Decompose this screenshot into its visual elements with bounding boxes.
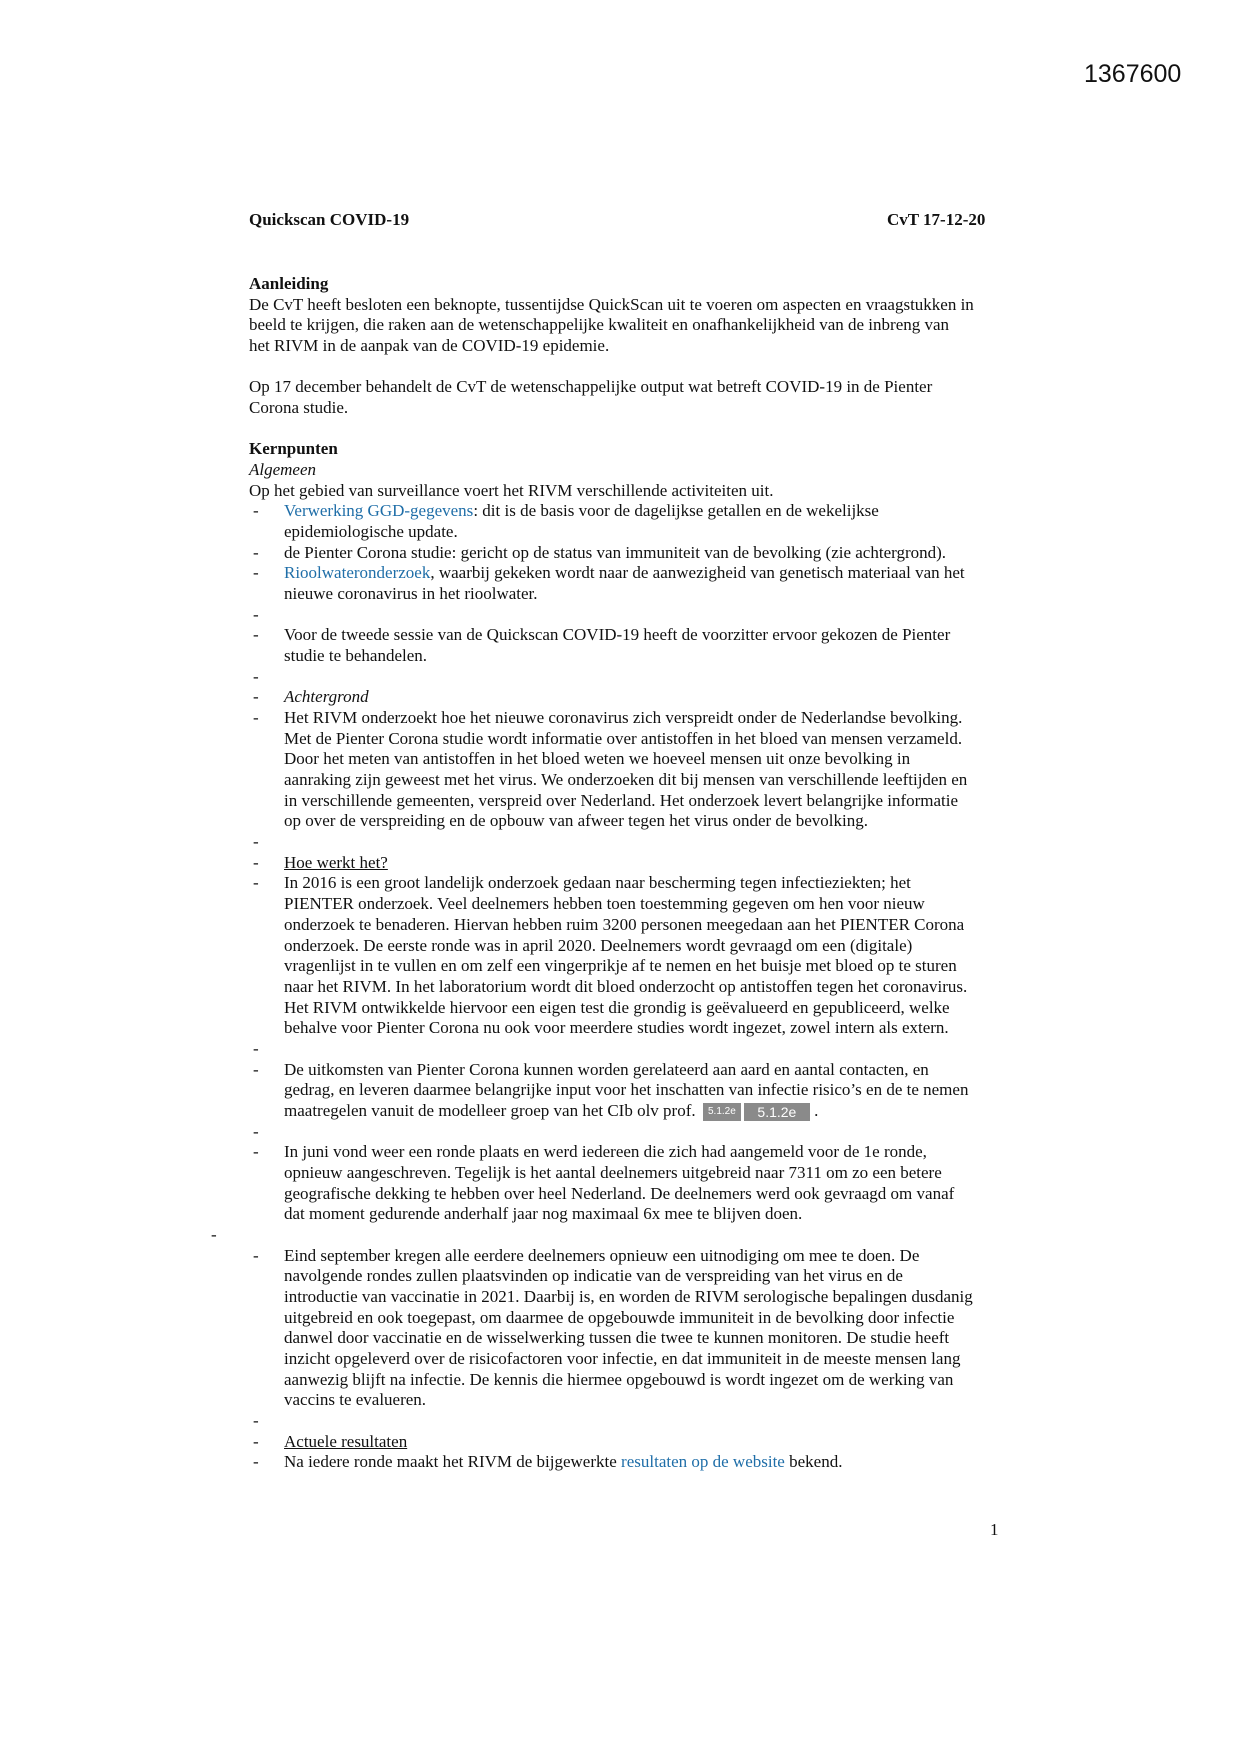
text: , waarbij gekeken wordt naar de aanwezigheid van genetisch materiaal van het [430,563,965,583]
paragraph-line [249,377,1049,398]
bullet-item [249,563,1049,584]
text: de Pienter Corona studie: gericht op de status van immuniteit van de bevolking (zie achtergrond). [284,542,947,562]
text: dat moment gedurende anderhalf jaar nog maximaal 6x mee te blijven doen. [284,1204,803,1224]
bullet-dash: - [253,1059,259,1079]
bullet-item [249,1060,1049,1081]
hyperlink[interactable]: resultaten op de website [621,1452,785,1472]
text: Voor de tweede sessie van de Quickscan COVID-19 heeft de voorzitter ervoor gekozen de Pienter [284,625,951,645]
bullet-continuation [249,894,1049,915]
bullet-dash: - [253,625,259,645]
bullet-continuation [249,646,1049,667]
text: Op het gebied van surveillance voert het RIVM verschillende activiteiten uit. [249,480,774,500]
bullet-item [249,501,1049,522]
bullet-dash: - [253,873,259,893]
text: vragenlijst in te vullen en om zelf een vingerprikje af te nemen en het buisje met bloed op te sturen [284,956,957,976]
text: Het RIVM ontwikkelde hiervoor een eigen test die grondig is geëvalueerd en gepubliceerd, welke [284,997,950,1017]
bullet-dash: - [253,852,259,872]
text: Aanleiding [249,274,329,293]
bullet-continuation [249,1390,1049,1411]
text: uitgebreid en ook toegepast, om daarmee de opgebouwde immuniteit in de bevolking door infectie [284,1307,955,1327]
text: maatregelen vanuit de modelleer groep van het CIb olv prof. [284,1100,700,1120]
blank-line [249,419,1049,440]
empty-bullet [249,1411,1049,1432]
bullet-continuation [249,1328,1049,1349]
bullet-continuation [249,749,1049,770]
text: geografische dekking te hebben over heel Nederland. De deelnemers werd ook gevraagd om vanaf [284,1183,955,1203]
text: introductie van vaccinatie in 2021. Daarbij is, en worden de RIVM serologische bepalingen dusdanig [284,1286,973,1306]
section-heading [249,274,1049,295]
bullet-dash: - [253,666,259,686]
text: studie te behandelen. [284,646,428,666]
text: PIENTER onderzoek. Veel deelnemers hebben toen toestemming gegeven om hen voor nieuw [284,894,925,914]
bullet-continuation [249,1018,1049,1039]
paragraph-line [249,295,1049,316]
text: inzicht opgeleverd over de risicofactoren voor infectie, en dat immuniteit in de meeste mensen lang [284,1348,961,1368]
section-heading [249,439,1049,460]
text: opnieuw aangeschreven. Tegelijk is het aantal deelnemers uitgebreid naar 7311 om zo een betere [284,1162,942,1182]
bullet-dash: - [253,1245,259,1265]
bullet-continuation [249,584,1049,605]
bullet-continuation [249,977,1049,998]
text: Achtergrond [284,687,369,707]
bullet-continuation [249,956,1049,977]
text: Kernpunten [249,439,338,459]
bullet-item [249,853,1049,874]
bullet-item [249,873,1049,894]
bullet-dash: - [253,832,259,852]
bullet-dash: - [253,1452,259,1472]
text: het RIVM in de aanpak van de COVID-19 epidemie. [249,336,610,356]
text: Het RIVM onderzoekt hoe het nieuwe coronavirus zich verspreidt onder de Nederlandse bevolking. [284,708,963,728]
text: Na iedere ronde maakt het RIVM de bijgewerkte [284,1452,622,1472]
bullet-dash: - [253,1121,259,1141]
text: In juni vond weer een ronde plaats en werd iedereen die zich had aangemeld voor de 1e ronde, [284,1142,927,1162]
paragraph-line [249,481,1049,502]
hyperlink[interactable]: Verwerking GGD-gegevens [284,501,474,521]
bullet-continuation [249,1308,1049,1329]
redaction-box: 5.1.2e [703,1103,741,1121]
bullet-dash: - [253,1038,259,1058]
text: danwel door vaccinatie en de wisselwerking tussen die twee te kunnen monitoren. De studie heeft [284,1328,950,1348]
text: op over de verspreiding en de opbouw van afweer tegen het virus onder de bevolking. [284,811,868,831]
bullet-continuation [249,791,1049,812]
text: aanwezig blijft na infectie. De kennis die hiermee opgebouwd is wordt ingezet om de werking van [284,1369,954,1389]
bullet-continuation [249,811,1049,832]
bullet-dash: - [253,604,259,624]
bullet-item [249,1452,1049,1473]
bullet-continuation [249,770,1049,791]
bullet-continuation [249,522,1049,543]
text: De uitkomsten van Pienter Corona kunnen worden gerelateerd aan aard en aantal contacten, en [284,1059,929,1079]
empty-bullet [249,605,1049,626]
document-id: 1367600 [1084,60,1182,88]
bullet-continuation [249,1080,1049,1101]
text: Algemeen [249,460,317,480]
text: Corona studie. [249,398,349,418]
stray-dash: - [211,1224,217,1244]
bullet-continuation [249,1163,1049,1184]
bullet-continuation [249,1349,1049,1370]
empty-bullet [249,832,1049,853]
text: onderzoek. De eerste ronde was in april 2020. Deelnemers wordt gevraagd om een (digitale) [284,935,913,955]
page-number: 1 [990,1520,999,1539]
text: gedrag, en leveren daarmee belangrijke input voor het inschatten van infectie risico’s en de te nemen [284,1080,969,1100]
text: epidemiologische update. [284,522,458,542]
empty-bullet [249,667,1049,688]
bullet-continuation [249,1101,1049,1122]
bullet-continuation [249,936,1049,957]
text: Hoe werkt het? [284,852,388,872]
text: behalve voor Pienter Corona nu ook voor meerdere studies wordt ingezet, zowel intern als extern. [284,1018,949,1038]
bullet-item [249,687,1049,708]
text: Actuele resultaten [284,1431,408,1451]
text: Eind september kregen alle eerdere deelnemers opnieuw een uitnodiging om mee te doen. De [284,1245,920,1265]
bullet-continuation [249,1370,1049,1391]
text: Op 17 december behandelt de CvT de wetenschappelijke output wat betreft COVID-19 in de Pienter [249,377,933,397]
text: in verschillende gemeenten, verspreid over Nederland. Het onderzoek levert belangrijke informatie [284,790,959,810]
text: Door het meten van antistoffen in het bloed weten we hoeveel mensen uit onze bevolking in [284,749,911,769]
bullet-continuation [249,915,1049,936]
empty-bullet [249,1122,1049,1143]
text: In 2016 is een groot landelijk onderzoek gedaan naar bescherming tegen infectieziekten; het [284,873,911,893]
empty-bullet [249,1039,1049,1060]
text: bekend. [784,1452,843,1472]
text: De CvT heeft besloten een beknopte, tussentijdse QuickScan uit te voeren om aspecten en vraagstukken in [249,294,974,314]
document-body [211,274,1049,1473]
bullet-item [249,1432,1049,1453]
paragraph-line [249,460,1049,481]
bullet-item [249,543,1049,564]
text: beeld te krijgen, die raken aan de wetenschappelijke kwaliteit en onafhankelijkheid van de inbreng van [249,315,950,335]
text: naar het RIVM. In het laboratorium wordt dit bloed onderzocht op antistoffen tegen het coronavirus. [284,976,968,996]
text: : dit is de basis voor de dagelijkse getallen en de wekelijkse [473,501,879,521]
stray-dash [211,1224,1049,1246]
text: nieuwe coronavirus in het rioolwater. [284,584,538,604]
bullet-dash: - [253,501,259,521]
bullet-item [249,1142,1049,1163]
text: navolgende rondes zullen plaatsvinden op indicatie van de verspreiding van het virus en de [284,1266,903,1286]
bullet-dash: - [253,563,259,583]
bullet-continuation [249,1204,1049,1225]
text: aanraking zijn geweest met het virus. We onderzoeken dit bij mensen van verschillende leeftijden en [284,770,968,790]
bullet-dash: - [253,1410,259,1430]
text: Met de Pienter Corona studie wordt informatie over antistoffen in het bloed van mensen verzameld. [284,728,963,748]
bullet-continuation [249,998,1049,1019]
document-meta: CvT 17-12-20 [887,210,986,229]
bullet-item [249,625,1049,646]
bullet-item [249,1246,1049,1267]
redaction-box: 5.1.2e [744,1103,810,1121]
text: . [809,1100,819,1120]
bullet-continuation [249,1266,1049,1287]
text: onderzoek te benaderen. Hiervan hebben ruim 3200 personen meegedaan aan het PIENTER Corona [284,914,965,934]
bullet-dash: - [253,1142,259,1162]
bullet-dash: - [253,1431,259,1451]
bullet-continuation [249,1184,1049,1205]
paragraph-line [249,336,1049,357]
bullet-dash: - [253,542,259,562]
hyperlink[interactable]: Rioolwateronderzoek [284,563,431,583]
paragraph-line [249,315,1049,336]
paragraph-line [249,398,1049,419]
blank-line [249,357,1049,378]
document-title: Quickscan COVID-19 [249,210,410,229]
bullet-dash: - [253,708,259,728]
bullet-continuation [249,729,1049,750]
bullet-dash: - [253,687,259,707]
bullet-item [249,708,1049,729]
text: vaccins te evalueren. [284,1390,427,1410]
bullet-continuation [249,1287,1049,1308]
